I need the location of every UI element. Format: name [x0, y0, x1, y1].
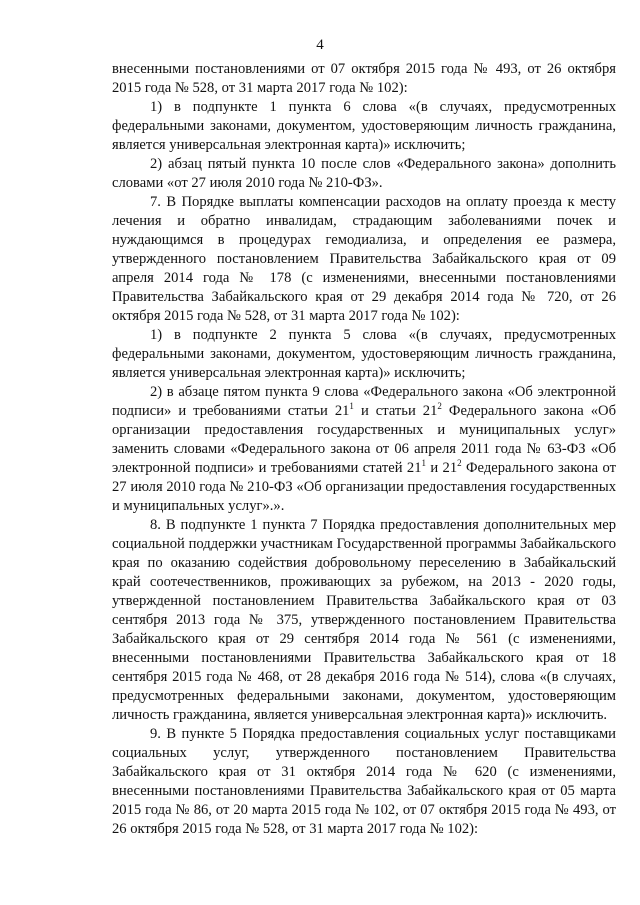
paragraph-text: 2) в абзаце пятом пункта 9 слова «Федерального закона «Об электронной подписи» и требованиями статьи 21	[112, 384, 616, 419]
paragraph-text: внесенными постановлениями от 07 октября 2015 года № 493, от 26 октября 2015 года № 528, от 31 марта 2017 года № 102):	[112, 61, 616, 96]
superscript: 1	[349, 401, 354, 411]
paragraph-p1	[112, 98, 616, 155]
paragraph-p3	[112, 193, 616, 326]
page-number: 4	[316, 37, 324, 53]
superscript: 1	[421, 458, 426, 468]
paragraph-text: и 21	[426, 460, 458, 476]
paragraph-text: 1) в подпункте 1 пункта 6 слова «(в случаях, предусмотренных федеральными законами, документом, удостоверяющим личность гражданина, является универсальная электронная карта)» исключить;	[112, 99, 616, 153]
paragraph-text: 1) в подпункте 2 пункта 5 слова «(в случаях, предусмотренных федеральными законами, документом, удостоверяющим личность гражданина, является универсальная электронная карта)» исключить;	[112, 327, 616, 381]
paragraph-p7	[112, 725, 616, 839]
paragraph-text: 7. В Порядке выплаты компенсации расходов на оплату проезда к месту лечения и обратно инвалидам, страдающим заболеваниями почек и нуждающимся в процедурах гемодиализа, и определения ее размера, утвержденного постановлением Правительства Забайкальского края от 09 апреля 2014 года № 178 (с изменениями, внесенными постановлениями Правительства Забайкальского края от 29 декабря 2014 года № 720, от 26 октября 2015 года № 528, от 31 марта 2017 года № 102):	[112, 194, 616, 324]
superscript: 2	[437, 401, 442, 411]
paragraph-text: 9. В пункте 5 Порядка предоставления социальных услуг поставщиками социальных услуг, утвержденного постановлением Правительства Забайкальского края от 31 октября 2014 года № 620 (с изменениями, внесенными постановлениями Правительства Забайкальского края от 05 марта 2015 года № 86, от 20 марта 2015 года № 102, от 07 октября 2015 года № 493, от 26 октября 2015 года № 528, от 31 марта 2017 года № 102):	[112, 726, 616, 837]
paragraph-p2	[112, 155, 616, 193]
paragraph-text: и статьи 21	[353, 403, 438, 419]
document-body	[112, 60, 616, 839]
paragraph-p0	[112, 60, 616, 98]
paragraph-text: Федерального закона «Об организации предоставления государственных и муниципальных услуг» заменить словами «Федерального закона от 06 апреля 2011 года № 63-ФЗ «Об электронной подписи» и требованиями статей 21	[112, 403, 616, 476]
paragraph-p5	[112, 383, 616, 516]
paragraph-text: Федерального закона от 27 июля 2010 года № 210-ФЗ «Об организации предоставления государственных и муниципальных услуг».».	[112, 460, 617, 514]
paragraph-text: 2) абзац пятый пункта 10 после слов «Федерального закона» дополнить словами «от 27 июля 2010 года № 210-ФЗ».	[112, 156, 616, 191]
superscript: 2	[457, 458, 462, 468]
paragraph-text: 8. В подпункте 1 пункта 7 Порядка предоставления дополнительных мер социальной поддержки участникам Государственной программы Забайкальского края по оказанию содействия добровольному переселению в Забайкальский край соотечественников, проживающих за рубежом, на 2013 - 2020 годы, утвержденной постановлением Правительства Забайкальского края от 03 сентября 2013 года № 375, утвержденного постановлением Правительства Забайкальского края от 29 сентября 2014 года № 561 (с изменениями, внесенными постановлениями Правительства Забайкальского края от 18 сентября 2015 года № 468, от 28 декабря 2016 года № 514), слова «(в случаях, предусмотренных федеральными законами, документом, удостоверяющим личность гражданина, является универсальная электронная карта)» исключить.	[112, 517, 616, 723]
paragraph-p6	[112, 516, 616, 725]
paragraph-p4	[112, 326, 616, 383]
